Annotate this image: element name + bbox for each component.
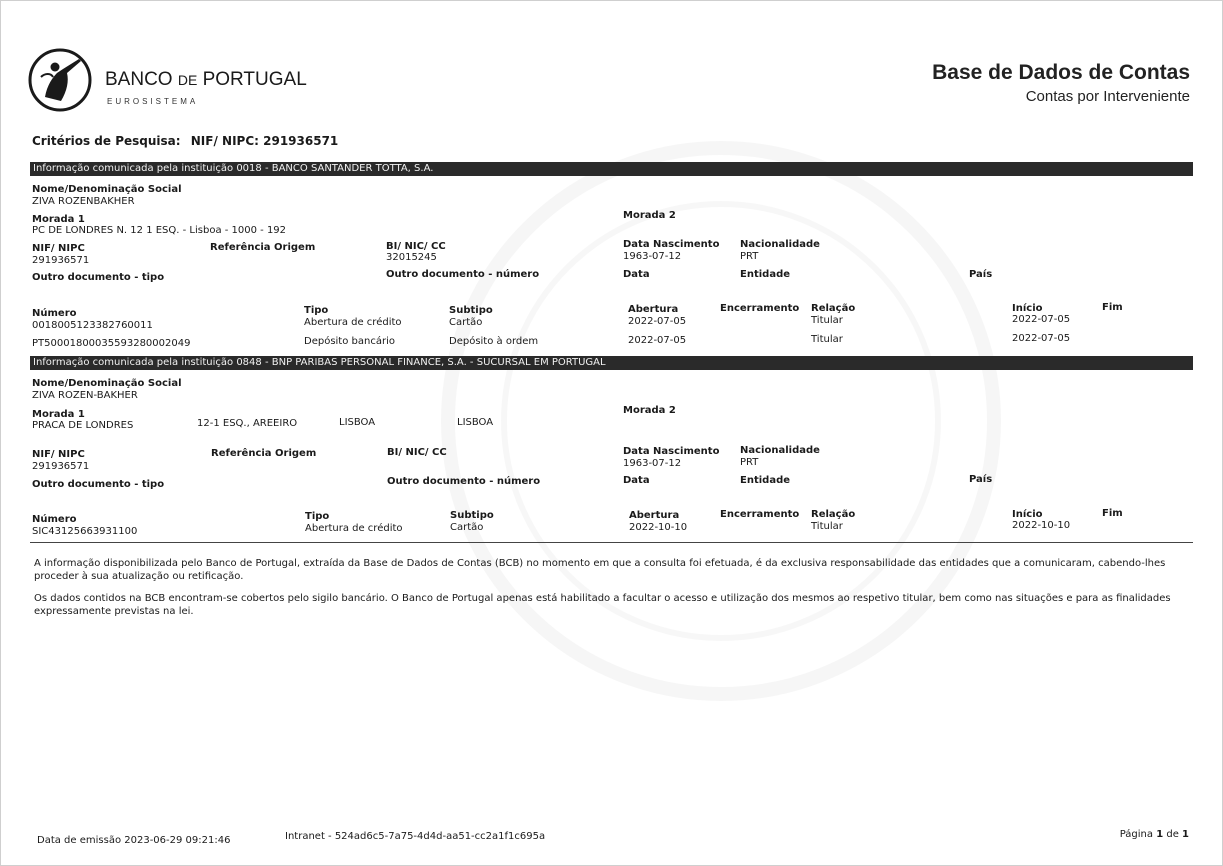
account-relacao: Titular <box>811 521 843 532</box>
value-nif: 291936571 <box>32 461 90 472</box>
label-pais: País <box>969 269 993 280</box>
account-abertura: 2022-10-10 <box>629 522 688 533</box>
label-entidade: Entidade <box>740 269 791 280</box>
label-outro-numero: Outro documento - número <box>386 269 540 280</box>
label-nome: Nome/Denominação Social <box>32 378 182 389</box>
label-bi: BI/ NIC/ CC <box>386 241 446 252</box>
disclaimer-note: Os dados contidos na BCB encontram-se cobertos pelo sigilo bancário. O Banco de Portugal apenas está habilitado a facultar o acesso e utilização dos mesmos ao respetivo titular, bem como nas situações e para as finalidades expressamente previstas na lei. <box>34 593 1171 617</box>
account-relacao: Titular <box>811 315 843 326</box>
bank-emblem-icon <box>27 47 93 113</box>
label-entidade: Entidade <box>740 475 791 486</box>
label-nacionalidade: Nacionalidade <box>740 445 820 456</box>
label-inicio: Início <box>1012 303 1043 314</box>
label-encerramento: Encerramento <box>720 303 800 314</box>
label-abertura: Abertura <box>628 304 679 315</box>
search-criteria-value: NIF/ NIPC: 291936571 <box>190 134 339 148</box>
account-inicio: 2022-07-05 <box>1012 314 1071 325</box>
account-numero: SIC43125663931100 <box>32 526 138 537</box>
account-inicio: 2022-10-10 <box>1012 520 1071 531</box>
account-subtipo: Cartão <box>449 317 483 328</box>
value-nacionalidade: PRT <box>740 457 759 468</box>
account-numero: 0018005123382760011 <box>32 320 153 331</box>
search-criteria-label: Critérios de Pesquisa: <box>32 134 181 148</box>
label-relacao: Relação <box>811 303 856 314</box>
logo-subtitle: EUROSISTEMA <box>107 97 199 106</box>
label-tipo: Tipo <box>305 511 330 522</box>
footer-emission-date: Data de emissão 2023-06-29 09:21:46 <box>37 835 231 846</box>
value-nif: 291936571 <box>32 255 90 266</box>
value-data-nasc: 1963-07-12 <box>623 251 682 262</box>
label-ref-origem: Referência Origem <box>211 448 317 459</box>
report-title: Base de Dados de Contas <box>932 61 1190 84</box>
label-morada1: Morada 1 <box>32 409 85 420</box>
account-tipo: Abertura de crédito <box>305 523 403 534</box>
account-subtipo: Cartão <box>450 522 484 533</box>
label-nacionalidade: Nacionalidade <box>740 239 820 250</box>
value-data-nasc: 1963-07-12 <box>623 458 682 469</box>
account-relacao: Titular <box>811 334 843 345</box>
account-tipo: Depósito bancário <box>304 336 395 347</box>
section-divider <box>30 542 1193 543</box>
label-morada2: Morada 2 <box>623 210 676 221</box>
bank-logo <box>27 47 307 113</box>
label-numero: Número <box>32 514 77 525</box>
label-relacao: Relação <box>811 509 856 520</box>
label-inicio: Início <box>1012 509 1043 520</box>
value-morada1: PC DE LONDRES N. 12 1 ESQ. - Lisboa - 1000 - 192 <box>32 225 287 236</box>
label-data: Data <box>623 475 650 486</box>
value-bi: 32015245 <box>386 252 437 263</box>
label-pais: País <box>969 474 993 485</box>
label-data-nasc: Data Nascimento <box>623 446 720 457</box>
account-tipo: Abertura de crédito <box>304 317 402 328</box>
label-encerramento: Encerramento <box>720 509 800 520</box>
footer-page-of: de <box>1163 829 1183 840</box>
logo-name-de: DE <box>177 72 198 88</box>
account-inicio: 2022-07-05 <box>1012 333 1071 344</box>
label-nif: NIF/ NIPC <box>32 449 85 460</box>
value-nacionalidade: PRT <box>740 251 759 262</box>
logo-name-banco: BANCO <box>105 69 178 90</box>
value-morada1-door: 12-1 ESQ., AREEIRO <box>197 418 298 429</box>
account-abertura: 2022-07-05 <box>628 316 687 327</box>
label-bi: BI/ NIC/ CC <box>387 447 447 458</box>
value-nome: ZIVA ROZEN-BAKHER <box>32 390 138 401</box>
institution-banner: Informação comunicada pela instituição 0848 - BNP PARIBAS PERSONAL FINANCE, S.A. - SUCURSAL EM PORTUGAL <box>30 356 1193 370</box>
label-subtipo: Subtipo <box>449 305 493 316</box>
footer-intranet-id: Intranet - 524ad6c5-7a75-4d4d-aa51-cc2a1f1c695a <box>285 831 546 842</box>
label-morada1: Morada 1 <box>32 214 85 225</box>
label-morada2: Morada 2 <box>623 405 676 416</box>
account-abertura: 2022-07-05 <box>628 335 687 346</box>
label-fim: Fim <box>1102 302 1123 313</box>
footer-page-prefix: Página <box>1119 829 1157 840</box>
label-ref-origem: Referência Origem <box>210 242 316 253</box>
account-numero: PT50001800035593280002049 <box>32 338 191 349</box>
label-nif: NIF/ NIPC <box>32 243 85 254</box>
label-subtipo: Subtipo <box>450 510 494 521</box>
footer-page-total: 1 <box>1182 829 1189 840</box>
label-outro-tipo: Outro documento - tipo <box>32 479 165 490</box>
label-data-nasc: Data Nascimento <box>623 239 720 250</box>
account-subtipo: Depósito à ordem <box>449 336 539 347</box>
disclaimer-note: A informação disponibilizada pelo Banco de Portugal, extraída da Base de Dados de Contas (BCB) no momento em que a consulta foi efetuada, é da exclusiva responsabilidade das entidades que a comunicaram, cabendo-lhes proceder à sua atualização ou retificação. <box>34 558 1166 582</box>
footer-page-number <box>1120 829 1189 840</box>
label-tipo: Tipo <box>304 305 329 316</box>
label-fim: Fim <box>1102 508 1123 519</box>
value-morada1-district: LISBOA <box>457 417 494 428</box>
value-morada1-city: LISBOA <box>339 417 376 428</box>
value-nome: ZIVA ROZENBAKHER <box>32 196 135 207</box>
label-nome: Nome/Denominação Social <box>32 184 182 195</box>
label-abertura: Abertura <box>629 510 680 521</box>
search-criteria <box>32 134 338 148</box>
value-morada1-street: PRACA DE LONDRES <box>32 420 134 431</box>
label-numero: Número <box>32 308 77 319</box>
label-outro-tipo: Outro documento - tipo <box>32 272 165 283</box>
footer-page-current: 1 <box>1156 829 1164 840</box>
logo-name-portugal: PORTUGAL <box>197 69 307 90</box>
label-data: Data <box>623 269 650 280</box>
report-subtitle: Contas por Interveniente <box>1025 88 1190 105</box>
institution-banner: Informação comunicada pela instituição 0018 - BANCO SANTANDER TOTTA, S.A. <box>30 162 1193 176</box>
label-outro-numero: Outro documento - número <box>387 476 541 487</box>
